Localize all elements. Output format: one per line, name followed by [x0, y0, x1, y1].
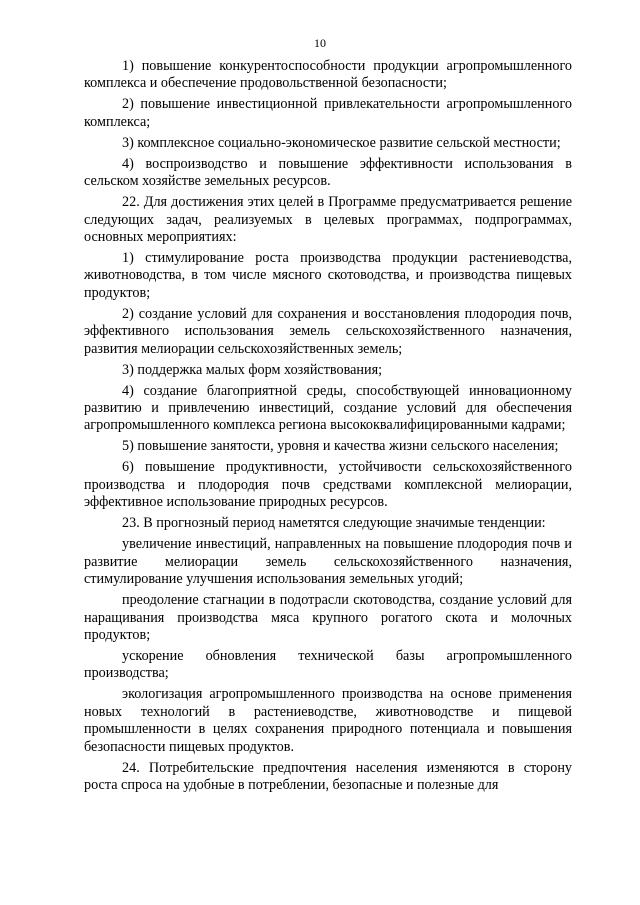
paragraph-task-4: 4) создание благоприятной среды, способствующей инновационному развитию и привлечению инвестиций, создание условий для обеспечения агропромышленного комплекса региона высококвалифицированными кадрами;: [84, 382, 572, 434]
paragraph-trend-4: экологизация агропромышленного производства на основе применения новых технологий в растениеводстве, животноводстве и пищевой промышленности в целях сохранения природного потенциала и повышения безопасности пищевых продуктов.: [84, 686, 572, 755]
paragraph-goal-3: 3) комплексное социально-экономическое развитие сельской местности;: [122, 134, 561, 151]
paragraph-goal-4: 4) воспроизводство и повышение эффективности использования в сельском хозяйстве земельных ресурсов.: [84, 155, 572, 190]
paragraph-task-3: 3) поддержка малых форм хозяйствования;: [122, 361, 383, 378]
paragraph-task-6: 6) повышение продуктивности, устойчивости сельскохозяйственного производства и плодородия почв средствами комплексной мелиорации, эффективное использование природных ресурсов.: [84, 459, 572, 511]
paragraph-item-22: 22. Для достижения этих целей в Программе предусматривается решение следующих задач, реализуемых в целевых программах, подпрограммах, основных мероприятиях:: [84, 194, 572, 246]
paragraph-task-2: 2) создание условий для сохранения и восстановления плодородия почв, эффективного использования земель сельскохозяйственного назначения, развития мелиорации сельскохозяйственных земель;: [84, 305, 572, 357]
paragraph-goal-1: 1) повышение конкурентоспособности продукции агропромышленного комплекса и обеспечение продовольственной безопасности;: [84, 58, 572, 92]
paragraph-trend-1: увеличение инвестиций, направленных на повышение плодородия почв и развитие мелиорации земель сельскохозяйственного назначения, стимулирование улучшения использования земельных угодий;: [84, 536, 572, 588]
paragraph-goal-2: 2) повышение инвестиционной привлекательности агропромышленного комплекса;: [84, 96, 572, 130]
paragraph-item-23: 23. В прогнозный период наметятся следующие значимые тенденции:: [122, 515, 546, 532]
document-body: [84, 58, 572, 798]
paragraph-task-5: 5) повышение занятости, уровня и качества жизни сельского населения;: [122, 438, 559, 455]
paragraph-trend-3: ускорение обновления технической базы агропромышленного производства;: [84, 647, 572, 682]
paragraph-item-24: 24. Потребительские предпочтения населения изменяются в сторону роста спроса на удобные в потреблении, безопасные и полезные для: [84, 759, 572, 793]
page-number: 10: [314, 36, 326, 50]
paragraph-task-1: 1) стимулирование роста производства продукции растениеводства, животноводства, в том числе мясного скотоводства, и производства пищевых продуктов;: [84, 250, 572, 301]
paragraph-trend-2: преодоление стагнации в подотрасли скотоводства, создание условий для наращивания производства мяса крупного рогатого скота и молочных продуктов;: [84, 592, 572, 643]
